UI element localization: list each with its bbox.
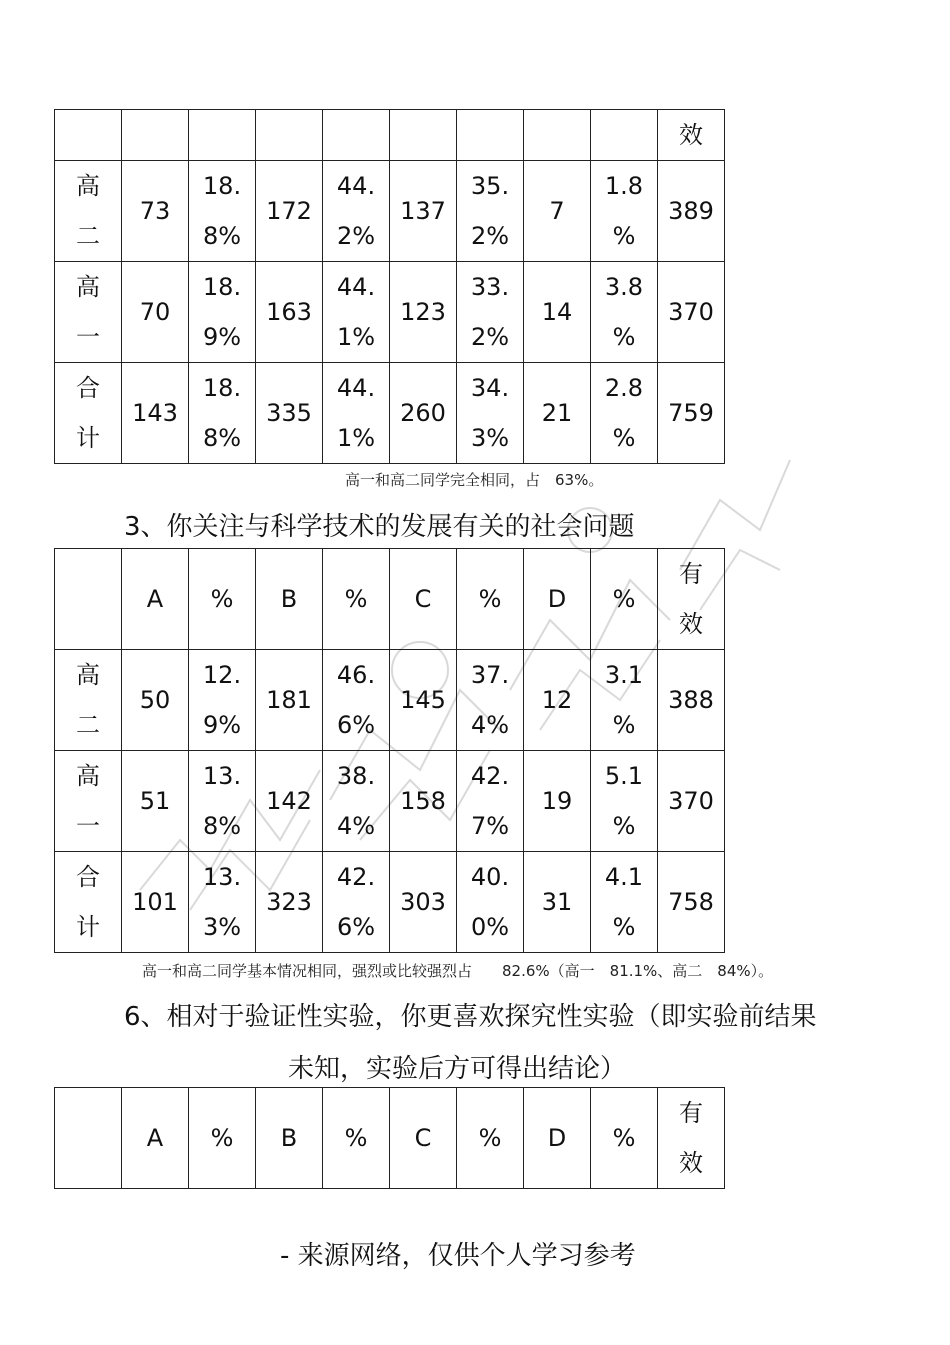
- data-cell: [658, 363, 725, 464]
- header-cell: [457, 110, 524, 161]
- data-cell: [591, 161, 658, 262]
- data-cell-text: 44.: [336, 172, 376, 200]
- data-cell-text: 35.: [470, 172, 510, 200]
- data-cell-text: 38.: [336, 762, 376, 790]
- data-cell-text: 6%: [336, 913, 376, 941]
- data-cell-text: 323: [266, 888, 312, 916]
- data-cell-text: 163: [266, 298, 312, 326]
- data-cell-text: 3.8: [604, 273, 644, 301]
- header-row: [55, 1088, 725, 1189]
- data-cell-text: 7%: [470, 812, 510, 840]
- data-cell-text: 158: [400, 787, 446, 815]
- header-cell-text: %: [210, 585, 234, 613]
- data-cell: [189, 262, 256, 363]
- data-cell-text: 42.: [470, 762, 510, 790]
- data-cell-text: 4%: [336, 812, 376, 840]
- data-cell-text: 2%: [336, 222, 376, 250]
- data-cell: [189, 363, 256, 464]
- data-cell: [457, 751, 524, 852]
- data-cell-text: %: [612, 222, 636, 250]
- header-cell: [591, 1088, 658, 1189]
- data-cell-text: 73: [139, 197, 171, 225]
- header-cell: [323, 1088, 390, 1189]
- data-cell: [658, 262, 725, 363]
- header-cell-text: 效: [679, 610, 703, 638]
- data-cell-text: 37.: [470, 661, 510, 689]
- data-cell-text: 21: [541, 399, 573, 427]
- data-cell-text: 8%: [202, 812, 242, 840]
- data-cell-text: 1.8: [604, 172, 644, 200]
- data-cell: [457, 161, 524, 262]
- data-cell-text: 51: [139, 787, 171, 815]
- row-label-text: 计: [76, 424, 100, 452]
- header-cell: [658, 1088, 725, 1189]
- header-cell: [256, 549, 323, 650]
- data-cell: [658, 161, 725, 262]
- header-cell-text: 效: [679, 1149, 703, 1177]
- data-cell-text: 143: [132, 399, 178, 427]
- data-cell: [658, 751, 725, 852]
- data-cell: [524, 751, 591, 852]
- data-cell-text: 2.8: [604, 374, 644, 402]
- data-cell-text: 4%: [470, 711, 510, 739]
- data-cell-text: 19: [541, 787, 573, 815]
- header-cell-text: D: [547, 1124, 567, 1152]
- header-cell: [55, 110, 122, 161]
- header-cell: [189, 1088, 256, 1189]
- header-cell: [323, 110, 390, 161]
- table-row: [55, 363, 725, 464]
- data-cell: [591, 852, 658, 953]
- data-cell: [256, 650, 323, 751]
- header-cell-text: 有: [679, 560, 703, 588]
- data-cell-text: 172: [266, 197, 312, 225]
- header-cell: [457, 549, 524, 650]
- data-cell-text: 6%: [336, 711, 376, 739]
- data-cell-text: 18.: [202, 172, 242, 200]
- data-cell: [189, 650, 256, 751]
- header-cell-text: C: [414, 1124, 432, 1152]
- data-cell-text: %: [612, 424, 636, 452]
- header-cell: [122, 549, 189, 650]
- data-cell-text: 370: [668, 787, 714, 815]
- data-cell: [524, 852, 591, 953]
- table-row: [55, 161, 725, 262]
- data-cell: [658, 852, 725, 953]
- table-row: [55, 852, 725, 953]
- row-label-text: 一: [76, 323, 100, 351]
- results-table-1: [54, 109, 725, 464]
- data-cell-text: 2%: [470, 222, 510, 250]
- header-cell: [323, 549, 390, 650]
- row-label: [55, 852, 122, 953]
- header-cell: [189, 549, 256, 650]
- header-row: [55, 110, 725, 161]
- data-cell-text: 3%: [470, 424, 510, 452]
- data-cell: [591, 262, 658, 363]
- data-cell: [591, 363, 658, 464]
- source-footer: - 来源网络，仅供个人学习参考: [280, 1241, 636, 1271]
- data-cell: [457, 650, 524, 751]
- header-cell-text: A: [146, 1124, 164, 1152]
- data-cell-text: 18.: [202, 273, 242, 301]
- row-label-text: 高: [76, 661, 100, 689]
- row-label-text: 合: [76, 863, 100, 891]
- header-cell: [189, 110, 256, 161]
- summary-note-2: 高一和高二同学基本情况相同，强烈或比较强烈占 82.6%（高一 81.1%、高二 84%）。: [142, 962, 774, 980]
- data-cell-text: 759: [668, 399, 714, 427]
- data-cell: [323, 650, 390, 751]
- data-cell-text: 50: [139, 686, 171, 714]
- data-cell-text: %: [612, 323, 636, 351]
- data-cell-text: 18.: [202, 374, 242, 402]
- header-cell-text: %: [210, 1124, 234, 1152]
- header-cell-text: C: [414, 585, 432, 613]
- header-cell-text: %: [612, 1124, 636, 1152]
- data-cell-text: 5.1: [604, 762, 644, 790]
- data-cell-text: 0%: [470, 913, 510, 941]
- data-cell: [122, 161, 189, 262]
- question-heading-3: 3、你关注与科学技术的发展有关的社会问题: [124, 512, 635, 542]
- results-table-2: [54, 548, 725, 953]
- header-cell: [256, 110, 323, 161]
- table-row: [55, 751, 725, 852]
- data-cell: [591, 751, 658, 852]
- header-cell: [256, 1088, 323, 1189]
- data-cell: [591, 650, 658, 751]
- data-cell: [323, 262, 390, 363]
- table-row: [55, 262, 725, 363]
- row-label: [55, 262, 122, 363]
- data-cell-text: 44.: [336, 273, 376, 301]
- header-cell-text: B: [280, 585, 298, 613]
- row-label-text: 计: [76, 913, 100, 941]
- row-label: [55, 363, 122, 464]
- data-cell: [122, 751, 189, 852]
- table-row: [55, 650, 725, 751]
- data-cell-text: 181: [266, 686, 312, 714]
- header-cell: [524, 1088, 591, 1189]
- data-cell-text: 14: [541, 298, 573, 326]
- data-cell-text: 40.: [470, 863, 510, 891]
- header-cell: [591, 549, 658, 650]
- data-cell-text: 8%: [202, 424, 242, 452]
- data-cell-text: 3%: [202, 913, 242, 941]
- data-cell-text: 46.: [336, 661, 376, 689]
- data-cell: [256, 363, 323, 464]
- row-label: [55, 161, 122, 262]
- header-cell-text: A: [146, 585, 164, 613]
- header-cell-text: B: [280, 1124, 298, 1152]
- data-cell-text: 335: [266, 399, 312, 427]
- header-cell: [591, 110, 658, 161]
- row-label: [55, 650, 122, 751]
- data-cell: [122, 363, 189, 464]
- row-label-text: 高: [76, 172, 100, 200]
- data-cell: [390, 262, 457, 363]
- data-cell: [524, 262, 591, 363]
- row-label-text: 二: [76, 711, 100, 739]
- data-cell: [189, 852, 256, 953]
- data-cell-text: %: [612, 913, 636, 941]
- data-cell: [457, 852, 524, 953]
- data-cell-text: 123: [400, 298, 446, 326]
- data-cell: [390, 650, 457, 751]
- data-cell: [457, 363, 524, 464]
- question-heading-6-line2: 未知，实验后方可得出结论）: [288, 1054, 627, 1084]
- results-table-3: [54, 1087, 725, 1189]
- data-cell-text: 389: [668, 197, 714, 225]
- data-cell: [524, 161, 591, 262]
- data-cell: [658, 650, 725, 751]
- data-cell-text: 370: [668, 298, 714, 326]
- data-cell-text: 2%: [470, 323, 510, 351]
- header-cell-text: %: [478, 585, 502, 613]
- header-cell-text: 效: [679, 121, 703, 149]
- header-cell: [390, 110, 457, 161]
- data-cell-text: 142: [266, 787, 312, 815]
- row-label-text: 高: [76, 273, 100, 301]
- data-cell: [256, 751, 323, 852]
- question-heading-6-line1: 6、相对于验证性实验，你更喜欢探究性实验（即实验前结果: [124, 1002, 817, 1032]
- data-cell-text: 70: [139, 298, 171, 326]
- header-cell: [390, 1088, 457, 1189]
- header-cell-text: %: [478, 1124, 502, 1152]
- data-cell: [256, 262, 323, 363]
- data-cell: [457, 262, 524, 363]
- row-label-text: 一: [76, 812, 100, 840]
- data-cell: [122, 852, 189, 953]
- data-cell: [323, 852, 390, 953]
- header-cell: [658, 549, 725, 650]
- row-label: [55, 751, 122, 852]
- data-cell-text: 101: [132, 888, 178, 916]
- data-cell: [390, 161, 457, 262]
- data-cell-text: 1%: [336, 424, 376, 452]
- header-cell: [658, 110, 725, 161]
- header-row: [55, 549, 725, 650]
- header-cell-text: %: [344, 585, 368, 613]
- row-label-text: 合: [76, 374, 100, 402]
- data-cell-text: 9%: [202, 711, 242, 739]
- header-cell: [457, 1088, 524, 1189]
- data-cell: [256, 161, 323, 262]
- data-cell-text: 31: [541, 888, 573, 916]
- data-cell-text: %: [612, 711, 636, 739]
- row-label-text: 高: [76, 762, 100, 790]
- header-cell-text: %: [344, 1124, 368, 1152]
- data-cell: [390, 751, 457, 852]
- data-cell: [323, 161, 390, 262]
- data-cell-text: 145: [400, 686, 446, 714]
- data-cell: [256, 852, 323, 953]
- data-cell-text: 13.: [202, 863, 242, 891]
- header-cell: [122, 110, 189, 161]
- data-cell-text: 7: [549, 197, 565, 225]
- data-cell-text: 34.: [470, 374, 510, 402]
- header-cell: [524, 110, 591, 161]
- data-cell: [524, 650, 591, 751]
- data-cell: [122, 262, 189, 363]
- header-cell: [122, 1088, 189, 1189]
- header-cell: [524, 549, 591, 650]
- data-cell: [524, 363, 591, 464]
- row-label-text: 二: [76, 222, 100, 250]
- data-cell: [323, 363, 390, 464]
- data-cell-text: %: [612, 812, 636, 840]
- data-cell: [122, 650, 189, 751]
- data-cell-text: 260: [400, 399, 446, 427]
- data-cell-text: 4.1: [604, 863, 644, 891]
- data-cell-text: 12: [541, 686, 573, 714]
- data-cell-text: 303: [400, 888, 446, 916]
- data-cell-text: 3.1: [604, 661, 644, 689]
- data-cell-text: 44.: [336, 374, 376, 402]
- header-cell-text: 有: [679, 1099, 703, 1127]
- header-cell: [55, 549, 122, 650]
- data-cell: [189, 161, 256, 262]
- data-cell-text: 33.: [470, 273, 510, 301]
- header-cell: [390, 549, 457, 650]
- data-cell-text: 9%: [202, 323, 242, 351]
- summary-note-1: 高一和高二同学完全相同，占 63%。: [345, 471, 604, 489]
- data-cell-text: 758: [668, 888, 714, 916]
- data-cell-text: 8%: [202, 222, 242, 250]
- data-cell: [390, 852, 457, 953]
- header-cell-text: %: [612, 585, 636, 613]
- data-cell-text: 13.: [202, 762, 242, 790]
- data-cell: [390, 363, 457, 464]
- data-cell-text: 137: [400, 197, 446, 225]
- data-cell-text: 388: [668, 686, 714, 714]
- data-cell-text: 12.: [202, 661, 242, 689]
- data-cell-text: 42.: [336, 863, 376, 891]
- header-cell-text: D: [547, 585, 567, 613]
- data-cell: [323, 751, 390, 852]
- data-cell-text: 1%: [336, 323, 376, 351]
- header-cell: [55, 1088, 122, 1189]
- data-cell: [189, 751, 256, 852]
